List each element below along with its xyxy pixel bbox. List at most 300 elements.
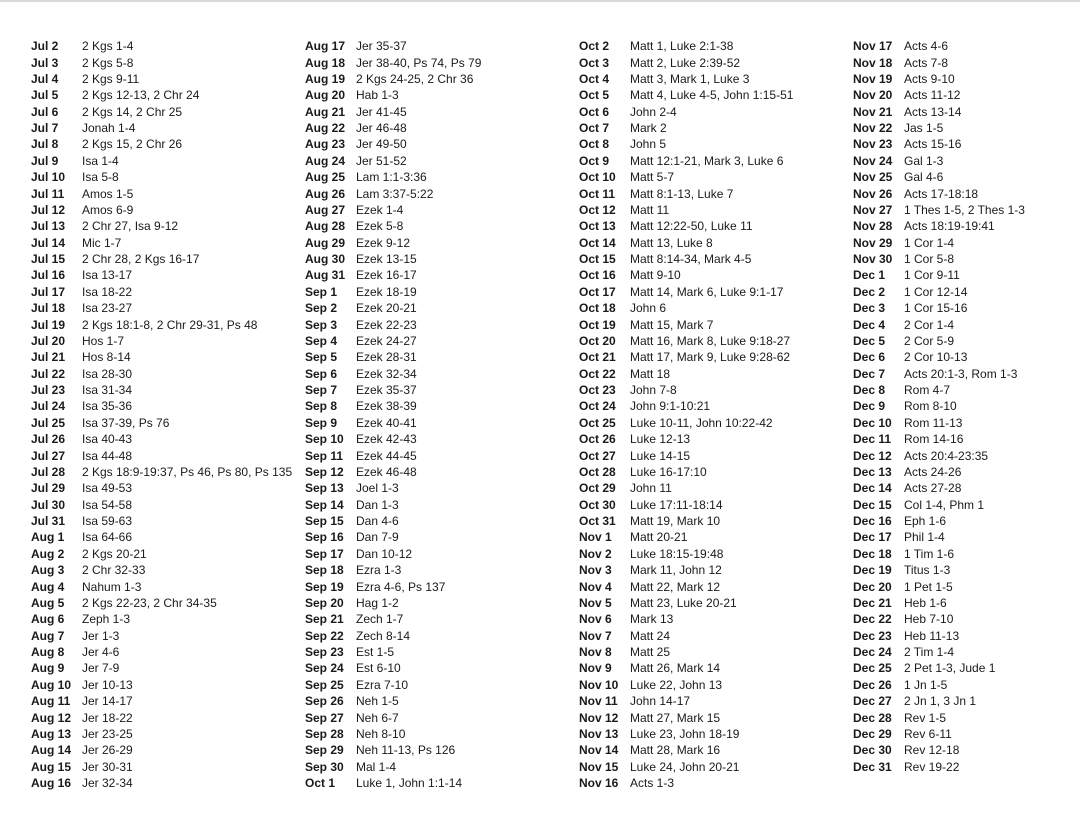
entry-date: Sep 17: [305, 546, 344, 561]
entry-reading: Amos 1-5: [82, 186, 134, 201]
entry-date: Sep 10: [305, 432, 344, 447]
schedule-entry: [31, 153, 305, 169]
entry-date: Jul 25: [31, 415, 66, 430]
schedule-entry: [31, 235, 305, 251]
schedule-entry: [305, 644, 579, 660]
schedule-entry: [305, 235, 579, 251]
entry-reading: Matt 26, Mark 14: [630, 661, 721, 676]
entry-date: Jul 24: [31, 399, 66, 414]
entry-date: Nov 13: [579, 726, 619, 741]
entry-date: Oct 14: [579, 235, 616, 250]
entry-date: Jul 20: [31, 333, 66, 348]
entry-reading: Ezek 28-31: [356, 350, 417, 365]
schedule-entry: [31, 628, 305, 644]
schedule-entry: [305, 447, 579, 463]
schedule-entry: [853, 398, 1080, 414]
schedule-entry: [305, 693, 579, 709]
entry-reading: Matt 15, Mark 7: [630, 317, 714, 332]
column-3-list: [579, 38, 853, 791]
entry-date: Sep 3: [305, 317, 338, 332]
entry-reading: Isa 40-43: [82, 432, 133, 447]
entry-reading: Zech 8-14: [356, 628, 411, 643]
entry-reading: Acts 7-8: [904, 55, 949, 70]
entry-reading: Acts 18:19-19:41: [904, 219, 995, 234]
entry-date: Aug 25: [305, 170, 346, 185]
entry-date: Dec 23: [853, 628, 892, 643]
entry-reading: Matt 5-7: [630, 170, 675, 185]
schedule-entry: [31, 398, 305, 414]
schedule-entry: [853, 136, 1080, 152]
entry-date: Sep 29: [305, 743, 344, 758]
entry-date: Aug 5: [31, 595, 65, 610]
entry-reading: Matt 20-21: [630, 530, 688, 545]
entry-date: Oct 21: [579, 350, 616, 365]
entry-date: Aug 16: [31, 776, 72, 791]
entry-reading: Matt 16, Mark 8, Luke 9:18-27: [630, 333, 791, 348]
entry-reading: 2 Kgs 5-8: [82, 55, 134, 70]
entry-date: Aug 18: [305, 55, 346, 70]
entry-reading: Luke 17:11-18:14: [630, 497, 723, 512]
entry-date: Dec 28: [853, 710, 892, 725]
entry-reading: Hab 1-3: [356, 88, 399, 103]
entry-date: Oct 29: [579, 481, 616, 496]
entry-reading: Rev 6-11: [904, 726, 952, 741]
entry-reading: 2 Cor 1-4: [904, 317, 955, 332]
entry-reading: Mark 13: [630, 612, 674, 627]
schedule-entry: [853, 267, 1080, 283]
entry-date: Sep 15: [305, 514, 344, 529]
schedule-entry: [579, 742, 853, 758]
entry-reading: Luke 16-17:10: [630, 464, 707, 479]
schedule-entry: [305, 660, 579, 676]
entry-date: Oct 23: [579, 383, 616, 398]
schedule-entry: [31, 759, 305, 775]
schedule-entry: [31, 578, 305, 594]
entry-reading: Isa 13-17: [82, 268, 133, 283]
entry-reading: 2 Pet 1-3, Jude 1: [904, 661, 996, 676]
entry-date: Jul 29: [31, 481, 66, 496]
entry-date: Sep 13: [305, 481, 344, 496]
entry-reading: Heb 7-10: [904, 612, 954, 627]
entry-date: Nov 24: [853, 153, 893, 168]
schedule-entry: [579, 398, 853, 414]
entry-reading: Jonah 1-4: [82, 121, 136, 136]
schedule-entry: [31, 316, 305, 332]
entry-date: Aug 23: [305, 137, 346, 152]
entry-reading: Ezek 40-41: [356, 415, 417, 430]
schedule-entry: [579, 300, 853, 316]
entry-date: Nov 4: [579, 579, 612, 594]
entry-date: Nov 27: [853, 202, 893, 217]
entry-reading: Isa 23-27: [82, 301, 133, 316]
schedule-entry: [31, 415, 305, 431]
entry-reading: Ezek 22-23: [356, 317, 417, 332]
entry-date: Dec 8: [853, 383, 886, 398]
schedule-entry: [579, 677, 853, 693]
entry-date: Jul 13: [31, 219, 66, 234]
schedule-entry: [305, 759, 579, 775]
entry-date: Jul 17: [31, 284, 66, 299]
entry-reading: John 9:1-10:21: [630, 399, 711, 414]
schedule-entry: [853, 300, 1080, 316]
entry-date: Oct 10: [579, 170, 616, 185]
schedule-entry: [579, 54, 853, 70]
schedule-entry: [305, 185, 579, 201]
entry-reading: 2 Cor 10-13: [904, 350, 968, 365]
schedule-entry: [31, 693, 305, 709]
schedule-entry: [31, 497, 305, 513]
entry-reading: 1 Thes 1-5, 2 Thes 1-3: [904, 202, 1025, 217]
entry-date: Oct 2: [579, 39, 610, 54]
schedule-entry: [853, 38, 1080, 54]
schedule-entry: [579, 611, 853, 627]
entry-reading: Dan 4-6: [356, 514, 399, 529]
schedule-entry: [305, 562, 579, 578]
entry-date: Oct 19: [579, 317, 616, 332]
schedule-entry: [579, 38, 853, 54]
entry-reading: Acts 27-28: [904, 481, 962, 496]
entry-date: Jul 4: [31, 71, 59, 86]
schedule-entry: [853, 546, 1080, 562]
schedule-entry: [579, 349, 853, 365]
schedule-entry: [31, 38, 305, 54]
schedule-entry: [853, 284, 1080, 300]
entry-reading: Matt 1, Luke 2:1-38: [630, 39, 734, 54]
entry-reading: John 14-17: [630, 694, 691, 709]
entry-date: Jul 10: [31, 170, 66, 185]
schedule-entry: [579, 546, 853, 562]
entry-date: Aug 21: [305, 104, 346, 119]
schedule-entry: [305, 316, 579, 332]
schedule-entry: [31, 349, 305, 365]
entry-date: Nov 2: [579, 546, 612, 561]
entry-reading: Zeph 1-3: [82, 612, 131, 627]
schedule-entry: [853, 628, 1080, 644]
entry-reading: John 2-4: [630, 104, 677, 119]
entry-reading: Jer 23-25: [82, 726, 133, 741]
schedule-entry: [853, 431, 1080, 447]
schedule-entry: [305, 284, 579, 300]
entry-reading: Isa 44-48: [82, 448, 133, 463]
entry-date: Nov 9: [579, 661, 612, 676]
schedule-entry: [31, 218, 305, 234]
entry-date: Sep 8: [305, 399, 338, 414]
entry-reading: Jer 30-31: [82, 759, 133, 774]
entry-date: Jul 8: [31, 137, 59, 152]
entry-reading: Matt 23, Luke 20-21: [630, 595, 737, 610]
schedule-entry: [853, 644, 1080, 660]
schedule-entry: [31, 660, 305, 676]
entry-date: Dec 14: [853, 481, 892, 496]
entry-date: Sep 16: [305, 530, 344, 545]
schedule-entry: [853, 251, 1080, 267]
schedule-entry: [853, 71, 1080, 87]
entry-date: Nov 10: [579, 677, 619, 692]
entry-date: Nov 14: [579, 743, 619, 758]
schedule-column-4: [853, 38, 1080, 791]
entry-date: Sep 14: [305, 497, 344, 512]
entry-reading: Matt 2, Luke 2:39-52: [630, 55, 741, 70]
column-2-list: [305, 38, 579, 791]
entry-reading: Isa 59-63: [82, 514, 133, 529]
entry-date: Dec 12: [853, 448, 892, 463]
entry-date: Nov 15: [579, 759, 619, 774]
schedule-entry: [579, 235, 853, 251]
entry-date: Nov 16: [579, 776, 619, 791]
entry-reading: 1 Cor 9-11: [904, 268, 960, 283]
entry-date: Nov 22: [853, 121, 893, 136]
column-4-list: [853, 38, 1080, 775]
schedule-entry: [305, 578, 579, 594]
schedule-entry: [31, 185, 305, 201]
schedule-entry: [579, 497, 853, 513]
schedule-entry: [579, 562, 853, 578]
entry-date: Dec 30: [853, 743, 892, 758]
entry-date: Aug 14: [31, 743, 72, 758]
entry-date: Nov 30: [853, 252, 893, 267]
entry-reading: Jer 41-45: [356, 104, 407, 119]
entry-reading: Jer 38-40, Ps 74, Ps 79: [356, 55, 482, 70]
entry-reading: Isa 54-58: [82, 497, 133, 512]
schedule-entry: [305, 742, 579, 758]
entry-date: Aug 6: [31, 612, 65, 627]
entry-reading: Lam 3:37-5:22: [356, 186, 434, 201]
entry-reading: Mal 1-4: [356, 759, 397, 774]
schedule-entry: [579, 218, 853, 234]
entry-reading: Acts 11-12: [904, 88, 961, 103]
entry-reading: Neh 6-7: [356, 710, 399, 725]
schedule-entry: [31, 284, 305, 300]
entry-reading: Isa 28-30: [82, 366, 133, 381]
entry-reading: Acts 1-3: [630, 776, 675, 791]
entry-date: Aug 7: [31, 628, 65, 643]
entry-reading: Acts 24-26: [904, 464, 962, 479]
entry-reading: Mark 11, John 12: [630, 563, 722, 578]
entry-reading: Luke 12-13: [630, 432, 691, 447]
schedule-entry: [31, 382, 305, 398]
entry-date: Dec 31: [853, 759, 892, 774]
entry-date: Dec 21: [853, 595, 892, 610]
entry-reading: Jer 14-17: [82, 694, 133, 709]
entry-reading: Matt 12:22-50, Luke 11: [630, 219, 753, 234]
entry-date: Oct 3: [579, 55, 610, 70]
schedule-entry: [305, 726, 579, 742]
entry-reading: Neh 8-10: [356, 726, 406, 741]
entry-reading: Est 1-5: [356, 645, 395, 660]
entry-reading: 2 Kgs 22-23, 2 Chr 34-35: [82, 595, 217, 610]
schedule-entry: [305, 251, 579, 267]
entry-date: Oct 4: [579, 71, 610, 86]
schedule-entry: [305, 54, 579, 70]
entry-date: Jul 18: [31, 301, 66, 316]
entry-reading: Matt 25: [630, 645, 671, 660]
schedule-entry: [305, 398, 579, 414]
entry-reading: 2 Chr 27, Isa 9-12: [82, 219, 179, 234]
entry-date: Dec 11: [853, 432, 892, 447]
entry-reading: Ezek 24-27: [356, 333, 417, 348]
entry-reading: Matt 28, Mark 16: [630, 743, 721, 758]
schedule-entry: [305, 546, 579, 562]
entry-date: Sep 22: [305, 628, 344, 643]
schedule-entry: [853, 480, 1080, 496]
schedule-entry: [853, 120, 1080, 136]
schedule-entry: [31, 54, 305, 70]
schedule-entry: [31, 87, 305, 103]
entry-date: Aug 22: [305, 121, 346, 136]
entry-reading: 1 Cor 12-14: [904, 284, 968, 299]
schedule-entry: [31, 726, 305, 742]
schedule-entry: [579, 644, 853, 660]
schedule-entry: [579, 726, 853, 742]
schedule-entry: [579, 284, 853, 300]
entry-date: Jul 31: [31, 514, 66, 529]
entry-reading: Matt 11: [630, 202, 670, 217]
entry-date: Sep 23: [305, 645, 344, 660]
entry-reading: Matt 27, Mark 15: [630, 710, 721, 725]
entry-date: Oct 16: [579, 268, 616, 283]
entry-reading: Ezek 20-21: [356, 301, 417, 316]
schedule-entry: [853, 153, 1080, 169]
entry-reading: Luke 24, John 20-21: [630, 759, 740, 774]
entry-date: Dec 29: [853, 726, 892, 741]
schedule-entry: [305, 497, 579, 513]
schedule-entry: [305, 775, 579, 791]
entry-reading: Ezek 32-34: [356, 366, 417, 381]
entry-date: Sep 9: [305, 415, 338, 430]
entry-date: Nov 3: [579, 563, 612, 578]
entry-date: Aug 24: [305, 153, 346, 168]
schedule-entry: [853, 316, 1080, 332]
schedule-entry: [305, 71, 579, 87]
entry-date: Oct 26: [579, 432, 616, 447]
schedule-column-1: [31, 38, 305, 791]
entry-reading: Luke 14-15: [630, 448, 691, 463]
entry-date: Nov 23: [853, 137, 893, 152]
entry-date: Nov 20: [853, 88, 893, 103]
entry-reading: Rev 12-18: [904, 743, 960, 758]
entry-reading: Ezek 35-37: [356, 383, 417, 398]
entry-date: Nov 17: [853, 39, 893, 54]
schedule-entry: [579, 431, 853, 447]
entry-date: Oct 22: [579, 366, 616, 381]
entry-date: Dec 26: [853, 677, 892, 692]
entry-date: Jul 5: [31, 88, 59, 103]
entry-date: Dec 10: [853, 415, 892, 430]
schedule-entry: [305, 38, 579, 54]
entry-date: Dec 3: [853, 301, 886, 316]
schedule-entry: [305, 120, 579, 136]
schedule-entry: [305, 267, 579, 283]
entry-reading: Luke 1, John 1:1-14: [356, 776, 463, 791]
entry-date: Aug 15: [31, 759, 72, 774]
schedule-entry: [579, 595, 853, 611]
entry-date: Aug 4: [31, 579, 65, 594]
schedule-entry: [305, 628, 579, 644]
entry-reading: Luke 22, John 13: [630, 677, 723, 692]
schedule-entry: [579, 709, 853, 725]
entry-reading: Isa 49-53: [82, 481, 133, 496]
schedule-entry: [31, 677, 305, 693]
entry-date: Nov 25: [853, 170, 893, 185]
schedule-entry: [853, 595, 1080, 611]
schedule-entry: [579, 447, 853, 463]
schedule-entry: [853, 464, 1080, 480]
schedule-entry: [31, 513, 305, 529]
schedule-entry: [305, 202, 579, 218]
schedule-entry: [31, 71, 305, 87]
entry-reading: Hos 8-14: [82, 350, 131, 365]
entry-date: Oct 12: [579, 202, 616, 217]
schedule-entry: [853, 660, 1080, 676]
schedule-entry: [31, 251, 305, 267]
entry-reading: Rom 11-13: [904, 415, 963, 430]
schedule-entry: [31, 546, 305, 562]
schedule-entry: [853, 349, 1080, 365]
entry-date: Dec 19: [853, 563, 892, 578]
schedule-entry: [305, 480, 579, 496]
entry-reading: 2 Kgs 24-25, 2 Chr 36: [356, 71, 474, 86]
entry-reading: Jer 49-50: [356, 137, 407, 152]
schedule-entry: [579, 185, 853, 201]
entry-reading: Luke 18:15-19:48: [630, 546, 724, 561]
schedule-entry: [853, 497, 1080, 513]
entry-reading: Lam 1:1-3:36: [356, 170, 427, 185]
entry-reading: Ezek 44-45: [356, 448, 417, 463]
entry-date: Oct 24: [579, 399, 616, 414]
entry-date: Sep 30: [305, 759, 344, 774]
schedule-entry: [305, 366, 579, 382]
entry-date: Oct 11: [579, 186, 616, 201]
entry-date: Dec 9: [853, 399, 886, 414]
schedule-entry: [579, 464, 853, 480]
entry-reading: Ezra 1-3: [356, 563, 402, 578]
entry-date: Sep 24: [305, 661, 344, 676]
entry-date: Sep 7: [305, 383, 338, 398]
entry-reading: 2 Kgs 14, 2 Chr 25: [82, 104, 183, 119]
schedule-entry: [853, 578, 1080, 594]
entry-date: Dec 2: [853, 284, 886, 299]
entry-reading: 1 Pet 1-5: [904, 579, 953, 594]
entry-reading: Matt 24: [630, 628, 671, 643]
entry-date: Jul 9: [31, 153, 59, 168]
entry-date: Aug 2: [31, 546, 65, 561]
entry-reading: Amos 6-9: [82, 202, 134, 217]
entry-reading: Ezek 38-39: [356, 399, 417, 414]
schedule-entry: [305, 611, 579, 627]
schedule-entry: [31, 300, 305, 316]
schedule-entry: [305, 513, 579, 529]
entry-date: Nov 12: [579, 710, 619, 725]
entry-date: Aug 13: [31, 726, 72, 741]
entry-reading: Matt 18: [630, 366, 671, 381]
schedule-entry: [853, 235, 1080, 251]
schedule-entry: [31, 431, 305, 447]
entry-date: Dec 6: [853, 350, 886, 365]
entry-reading: 1 Cor 15-16: [904, 301, 968, 316]
schedule-entry: [853, 611, 1080, 627]
entry-date: Jul 30: [31, 497, 66, 512]
entry-date: Oct 15: [579, 252, 616, 267]
schedule-entry: [305, 431, 579, 447]
entry-date: Oct 25: [579, 415, 616, 430]
entry-date: Sep 2: [305, 301, 338, 316]
schedule-entry: [305, 136, 579, 152]
entry-date: Oct 18: [579, 301, 616, 316]
schedule-entry: [579, 628, 853, 644]
entry-date: Dec 15: [853, 497, 892, 512]
entry-date: Jul 3: [31, 55, 59, 70]
entry-reading: Heb 11-13: [904, 628, 960, 643]
